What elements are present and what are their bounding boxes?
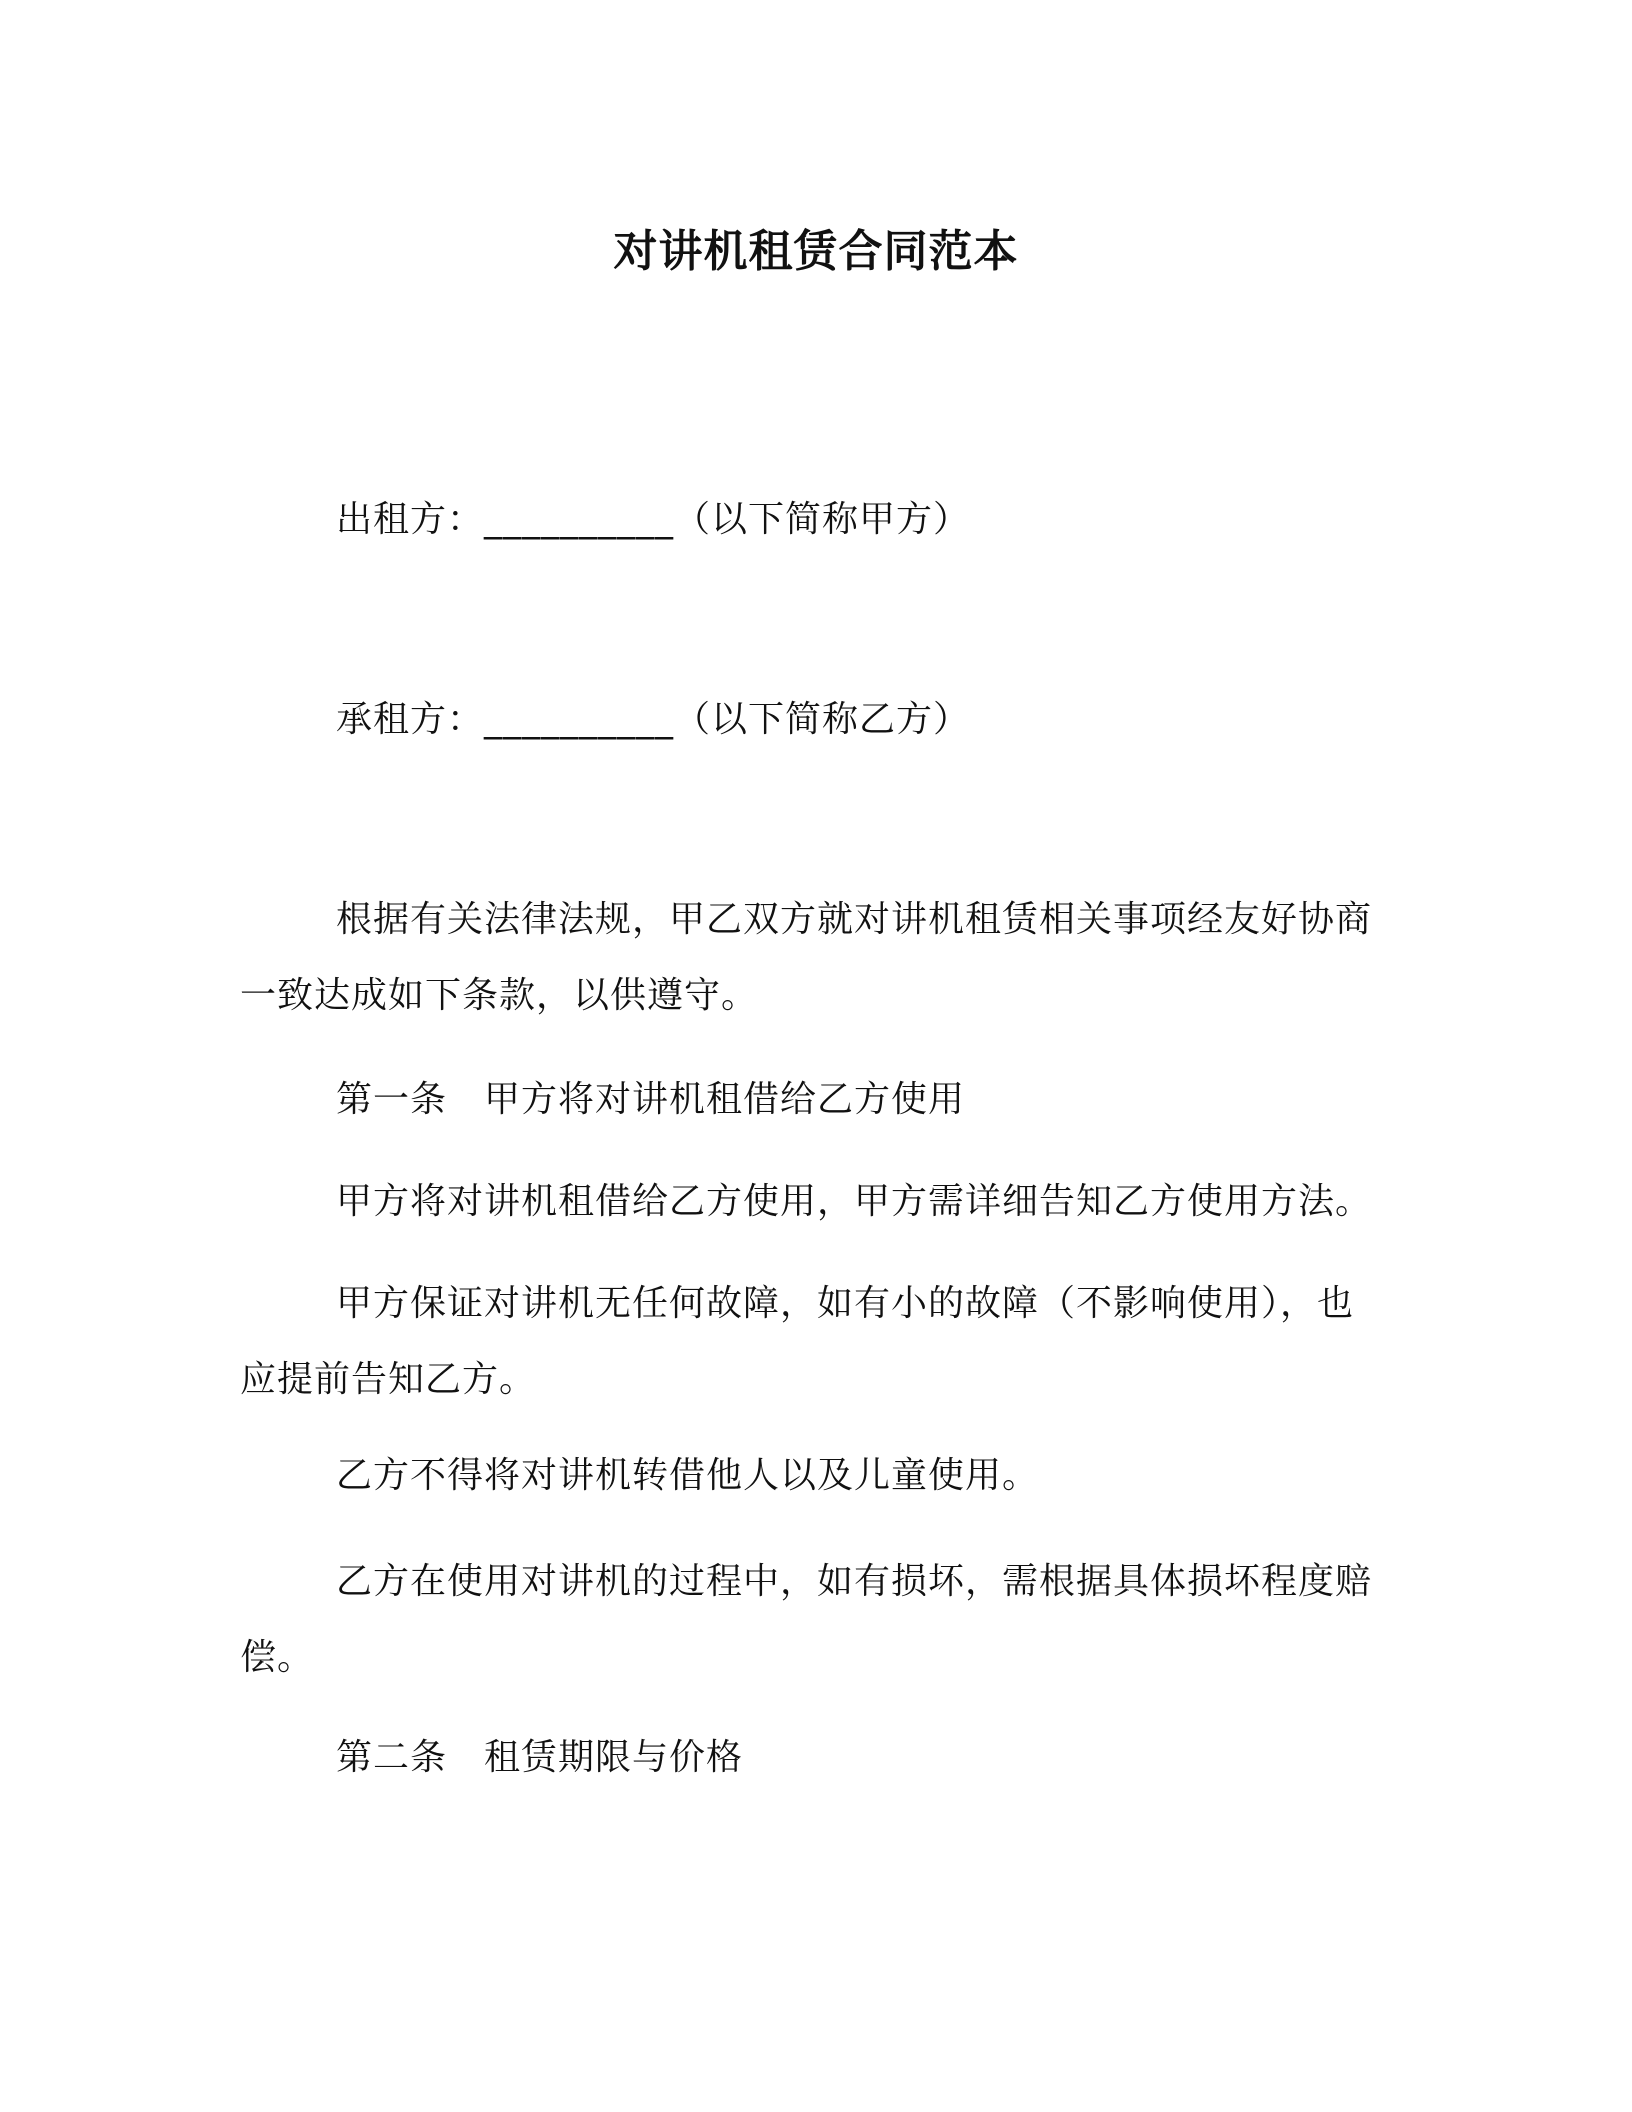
article-1-paragraph-2: 甲方保证对讲机无任何故障，如有小的故障（不影响使用），也应提前告知乙方。 [240, 1283, 1355, 1400]
article-1-heading: 第一条 甲方将对讲机租借给乙方使用 [336, 1079, 966, 1120]
article-1-paragraph-4: 乙方在使用对讲机的过程中，如有损坏，需根据具体损坏程度赔偿。 [240, 1561, 1373, 1678]
article-2-heading: 第二条 租赁期限与价格 [336, 1737, 744, 1778]
article-1-paragraph-3: 乙方不得将对讲机转借他人以及儿童使用。 [336, 1455, 1040, 1496]
lessor-line: 出租方：__________（以下简称甲方） [336, 499, 971, 540]
article-1-paragraph-1: 甲方将对讲机租借给乙方使用，甲方需详细告知乙方使用方法。 [336, 1181, 1373, 1222]
lessee-line: 承租方：__________（以下简称乙方） [336, 699, 971, 740]
intro-paragraph: 根据有关法律法规，甲乙双方就对讲机租赁相关事项经友好协商一致达成如下条款，以供遵守。 [240, 899, 1373, 1016]
document-title: 对讲机租赁合同范本 [613, 226, 1019, 277]
